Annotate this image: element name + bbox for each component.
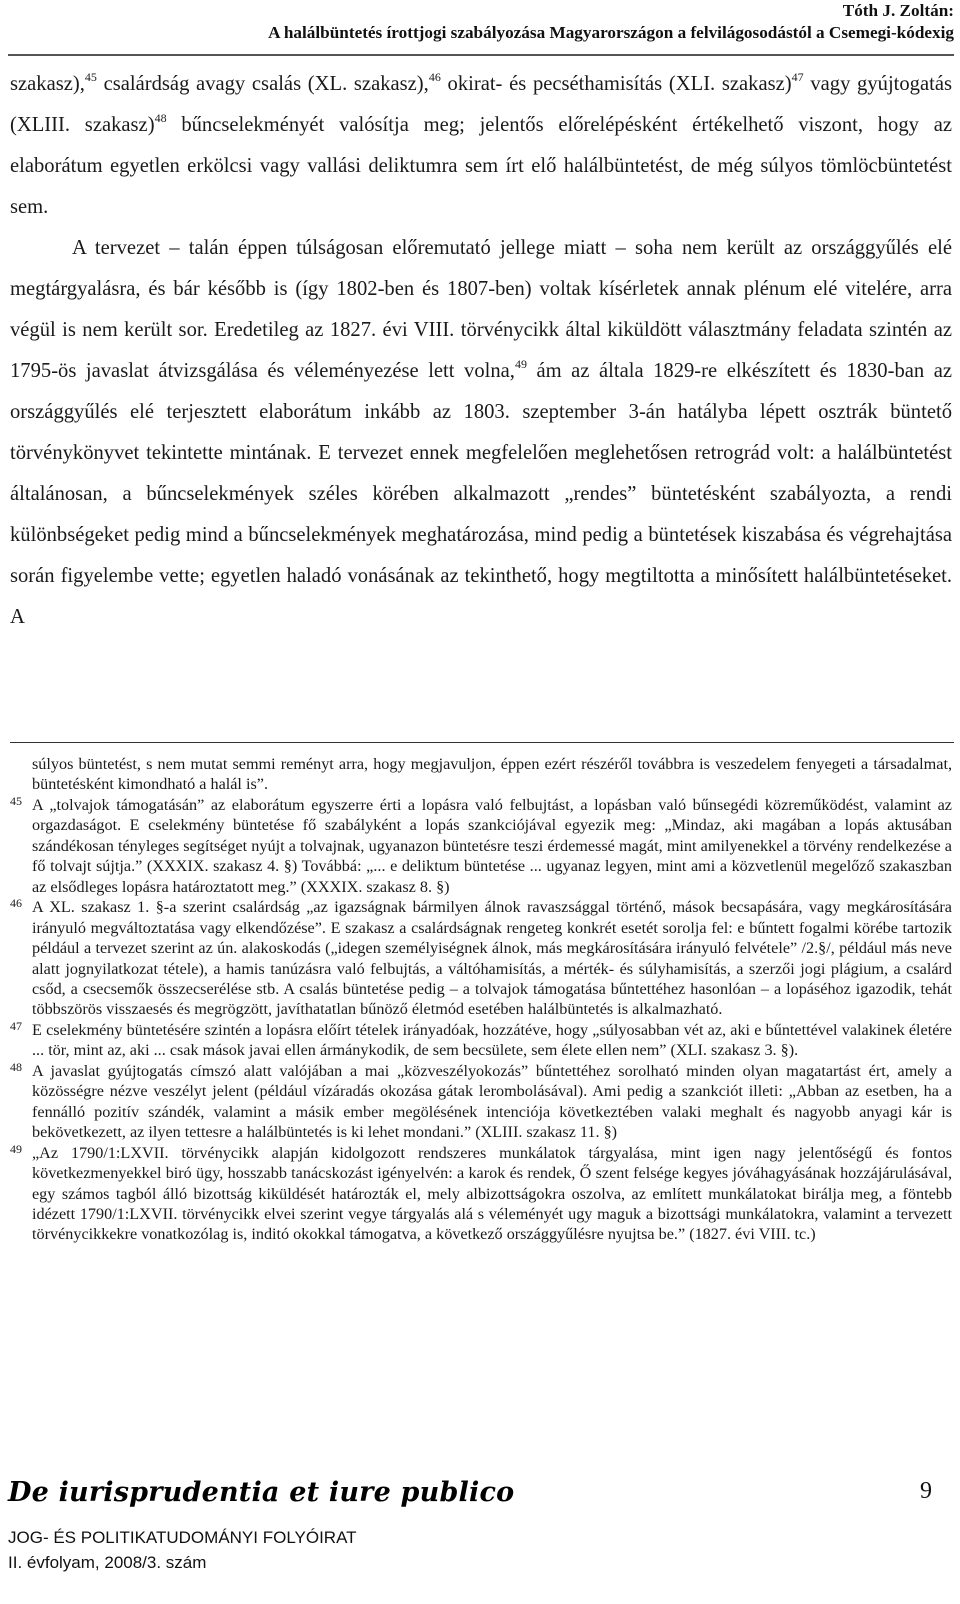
- text-run: ám az általa 1829-re elkészített és 1830-ban az országgyűlés elé terjesztett elaborátum inkább az 1803. szeptember 3-án hatályba lépett osztrák büntető törvénykönyvet tekintette mintának. E tervezet ennek megfelelően meglehetősen retrográd volt: a halálbüntetést általánosan, a bűncselekmények széles körében alkalmazott „rendes” büntetésként szabályozta, a rendi különbségeket pedig mind a bűncselekmények meghatározása, mind pedig a büntetések kiszabása és végrehajtása során figyelembe vette; egyetlen haladó vonásának az tekinthető, hogy megtiltotta a minősített halálbüntetéseket. A: [10, 360, 952, 628]
- footnote-continuation: [10, 754, 952, 795]
- running-header: [268, 0, 954, 44]
- footnote-text: A XL. szakasz 1. §-a szerint csalárdság „az igazságnak bármilyen álnok ravaszsággal történő, mások becsapására, vagy megkárosítására irányuló megváltoztatása vagy elkendőzése”. E szakasz a csalárdságnak rengeteg konkrét esetét sorolja fel: e bűntett fogalmi körébe tartozik például a tervezet szerint az ún. alakoskodás („idegen személyiségnek álnok, más megkárosítására irányuló felvétele” /2.§/, például más neve alatt jognyilatkozat tétele), a hamis tanúzásra való felbujtás, a váltóhamisítás, a mérték- és súlyhamisítás, a szerzői jogi plágium, a csalárd csőd, a csecsemők összecserélése stb. A csalás büntetése pedig – a tolvajok támogatása bűntettéhez hasonlóan – a lopáséhoz igazodik, tehát többszörös visszaesés és megrögzött, javíthatatlan bűnöző életmód esetében halálbüntetés is alkalmazható.: [32, 898, 952, 1019]
- footnote-number: 46: [10, 896, 22, 911]
- journal-issue: II. évfolyam, 2008/3. szám: [8, 1553, 207, 1572]
- footnote-number: 49: [10, 1141, 22, 1156]
- footnote-text: A „tolvajok támogatásán” az elaborátum egyszerre érti a lopásra való felbujtást, a lopásban való bűnsegédi közreműködést, valamint az orgazdaságot. E cselekmény büntetése fő szabályként a lopás szankciójával egyezik meg: „Mindaz, aki magában a lopás aktusában szándékosan tényleges segítséget nyújt a tolvajnak, ugyanazon büntetésre teszi érdemessé magát, mint amilyenekkel a törvény rendelkezése a fő tolvajt sújtja.” (XXXIX. szakasz 4. §) Továbbá: „... e deliktum büntetése ... ugyanaz legyen, mint ami a közvetlenül megelőző szakaszban az elsődleges lopásra határoztatott meg.” (XXXIX. szakasz 8. §): [32, 795, 952, 896]
- page-number: 9: [920, 1478, 932, 1504]
- footnote-47: [10, 1020, 952, 1061]
- footnote-number: 47: [10, 1018, 22, 1033]
- journal-logo-text: De iurisprudentia et iure publico: [8, 1477, 515, 1508]
- header-author: Tóth J. Zoltán:: [842, 1, 954, 20]
- footnote-45: [10, 795, 952, 897]
- text-run: szakasz),: [10, 73, 85, 95]
- text-run: bűncselekményét valósítja meg; jelentős előrelépésként értékelhető viszont, hogy az elaborátum egyetlen erkölcsi vagy vallási deliktumra sem írt elő halálbüntetést, de még súlyos tömlöcbüntetést sem.: [10, 114, 952, 218]
- footnote-49: [10, 1143, 952, 1245]
- text-run: vagy gyújtogatás (XLIII. szakasz): [10, 73, 952, 136]
- footnote-text: „Az 1790/1:LXVII. törvénycikk alapján kidolgozott rendszeres munkálatok tárgyalása, mint igen nagy jelentőségű és fontos következmenyekkel biró ügy, hosszabb tanácskozást igényelvén: a karok és rendek, Ő szent felsége kegyes jóváhagyásának hozzájárulásával, egy számos tagból álló bizottság kiküldését határozták el, mely albizottságokra oszolva, az említett munkálatokat birálja meg, a föntebb idézett 1790/1:LXVII. törvénycikk elvei szerint vegye tárgyalás alá s véleményét ugy maguk a bizottsági munkálatokra, valamint a tervezett törvénycikkekre vonatkozólag is, inditó okokkal támogatva, a következő országgyűlésre nyujtsa be.” (1827. évi VIII. tc.): [32, 1143, 952, 1244]
- paragraph-1: [10, 64, 952, 228]
- journal-subtitle: JOG- ÉS POLITIKATUDOMÁNYI FOLYÓIRAT: [8, 1528, 357, 1547]
- footnote-divider: [10, 742, 954, 743]
- footnote-number: 45: [10, 793, 22, 808]
- footnote-text: súlyos büntetést, s nem mutat semmi reményt arra, hogy megjavuljon, éppen ezért részéről továbbra is veszedelem fenyegeti a társadalmat, büntetésként kimondható a halál is”.: [32, 755, 952, 794]
- footnote-ref-48[interactable]: 48: [154, 111, 167, 126]
- footnote-ref-46[interactable]: 46: [428, 70, 441, 85]
- footnote-48: [10, 1061, 952, 1143]
- main-text: [10, 64, 952, 638]
- footnotes: [10, 754, 952, 1245]
- footnote-ref-45[interactable]: 45: [84, 70, 97, 85]
- footnote-ref-49[interactable]: 49: [514, 357, 527, 372]
- text-run: okirat- és pecséthamisítás (XLI. szakasz): [440, 73, 792, 95]
- paragraph-2: [10, 228, 952, 638]
- header-divider: [8, 54, 954, 56]
- footnote-46: [10, 897, 952, 1020]
- footnote-text: E cselekmény büntetésére szintén a lopásra előírt tételek irányadóak, hozzátéve, hogy „súlyosabban vét az, aki e bűntettével valakinek életére ... tör, mint az, aki ... csak mások javai ellen ármánykodik, de sem becsülete, sem élete ellen nem” (XLI. szakasz 3. §).: [32, 1020, 952, 1060]
- text-run: A tervezet – talán éppen túlságosan előremutató jellege miatt – soha nem került az országgyűlés elé megtárgyalásra, és bár később is (így 1802-ben és 1807-ben) voltak kísérletek annak plénum elé vitelére, arra végül is nem került sor. Eredetileg az 1827. évi VIII. törvénycikk által kiküldött választmány feladata szintén az 1795-ös javaslat átvizsgálása és véleményezése lett volna,: [10, 237, 952, 382]
- footnote-text: A javaslat gyújtogatás címszó alatt valójában a mai „közveszélyokozás” bűntettéhez sorolható minden olyan magatartást ért, amely a közösségre nézve veszélyt jelent (például vízáradás okozása gátak lerombolásával). Ami pedig a szankciót illeti: „Abban az esetben, ha a fennálló pozitív szándék, valamint a másik ember megölésének intenciója következtében valaki meghalt és nagyobb anyagi kár is bekövetkezett, az ilyen tettesre a halálbüntetés is ki lehet mondani.” (XLIII. szakasz 11. §): [32, 1061, 952, 1142]
- header-title: A halálbüntetés írottjogi szabályozása Magyarországon a felvilágosodástól a Csemegi-kódexig: [268, 23, 954, 42]
- text-run: csalárdság avagy csalás (XL. szakasz),: [96, 73, 429, 95]
- footnote-number: 48: [10, 1059, 22, 1074]
- footnote-ref-47[interactable]: 47: [791, 70, 804, 85]
